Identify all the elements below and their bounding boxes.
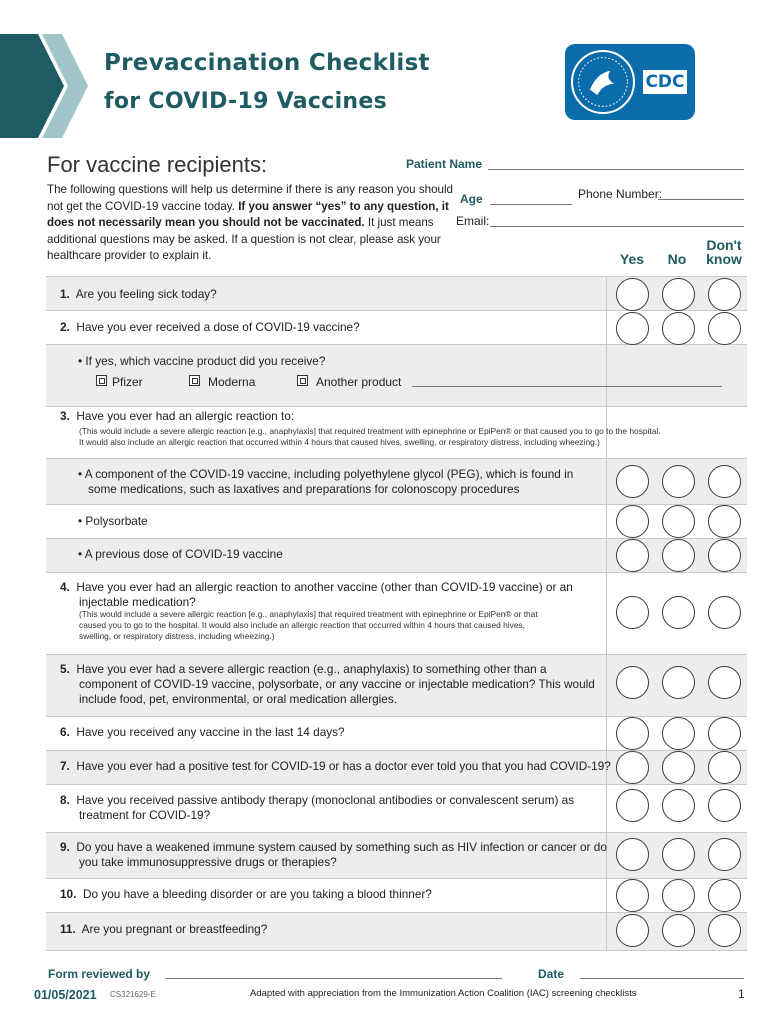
question-number: 8.: [60, 793, 70, 807]
question-text: Are you pregnant or breastfeeding?: [81, 922, 268, 936]
q3a-yes-circle[interactable]: [616, 465, 649, 498]
question-9: [60, 840, 607, 855]
email-field[interactable]: [490, 226, 744, 227]
question-3b: • Polysorbate: [78, 514, 148, 528]
q2-dont-know-circle[interactable]: [708, 312, 741, 345]
form-code: CS321629-E: [110, 990, 156, 999]
question-text: Have you ever had an allergic reaction to:: [76, 409, 295, 423]
reviewed-by-field[interactable]: [166, 978, 502, 979]
q10-dont-know-circle[interactable]: [708, 879, 741, 912]
q6-dont-know-circle[interactable]: [708, 717, 741, 750]
q9-dont-know-circle[interactable]: [708, 838, 741, 871]
question-2a: • If yes, which vaccine product did you receive?: [78, 354, 326, 368]
question-1: [60, 287, 217, 302]
q9-no-circle[interactable]: [662, 838, 695, 871]
cdc-logo-text: CDC: [643, 70, 687, 94]
question-3-note-line1: (This would include a severe allergic reaction [e.g., anaphylaxis] that required treatment with epinephrine or EpiPen® or that caused you to go to the hospital.: [79, 426, 661, 436]
question-4-note-line1: (This would include a severe allergic reaction [e.g., anaphylaxis] that required treatment with epinephrine or EpiPen® or that: [79, 609, 538, 619]
question-8-line2: treatment for COVID-19?: [79, 808, 211, 822]
q11-yes-circle[interactable]: [616, 914, 649, 947]
q5-dont-know-circle[interactable]: [708, 666, 741, 699]
patient-name-label: Patient Name: [406, 157, 483, 171]
q7-dont-know-circle[interactable]: [708, 751, 741, 784]
question-3a-line1: • A component of the COVID-19 vaccine, including polyethylene glycol (PEG), which is found in: [78, 467, 574, 481]
intro-text-2: It just means additional questions may be asked. If a question is not clear, please ask your healthcare provider to explain it.: [47, 216, 441, 263]
question-9-line2: you take immunosuppressive drugs or therapies?: [79, 855, 337, 869]
question-10: [60, 887, 432, 902]
q11-no-circle[interactable]: [662, 914, 695, 947]
q10-no-circle[interactable]: [662, 879, 695, 912]
header-chevron-graphic: [0, 34, 100, 138]
q3b-dont-know-circle[interactable]: [708, 505, 741, 538]
q6-no-circle[interactable]: [662, 717, 695, 750]
q2-no-circle[interactable]: [662, 312, 695, 345]
email-label: Email:: [456, 214, 490, 228]
phone-label: Phone Number:: [578, 187, 663, 201]
q4-yes-circle[interactable]: [616, 596, 649, 629]
q1-yes-circle[interactable]: [616, 278, 649, 311]
intro-text-bold: If you answer “yes” to any question, it does not necessarily mean you should not be vaccinated.: [47, 199, 449, 230]
question-text: Have you received any vaccine in the last 14 days?: [76, 725, 345, 739]
intro-text: [47, 182, 467, 265]
cdc-logo: [565, 44, 695, 120]
question-number: 2.: [60, 320, 70, 334]
question-11: [60, 922, 267, 937]
table-bottom-rule: [46, 950, 747, 951]
q3a-no-circle[interactable]: [662, 465, 695, 498]
moderna-label: Moderna: [208, 375, 256, 389]
question-text: Have you ever received a dose of COVID-19 vaccine?: [76, 320, 360, 334]
question-text: Have you ever had a severe allergic reaction (e.g., anaphylaxis) to something other than a: [76, 662, 547, 676]
question-text: Have you ever had an allergic reaction to another vaccine (other than COVID-19 vaccine) or an: [76, 580, 573, 594]
question-number: 5.: [60, 662, 70, 676]
date-field[interactable]: [580, 978, 744, 979]
column-dont-know-line2: know: [706, 251, 742, 267]
question-3: [60, 409, 294, 424]
q4-no-circle[interactable]: [662, 596, 695, 629]
question-number: 3.: [60, 409, 70, 423]
question-number: 6.: [60, 725, 70, 739]
question-3-note-line2: It would also include an allergic reaction that occurred within 4 hours that caused hives, swelling, or respiratory distress, including wheezing.): [79, 437, 600, 447]
question-4-line2: injectable medication?: [79, 595, 196, 609]
q7-yes-circle[interactable]: [616, 751, 649, 784]
form-title-line1: Prevaccination Checklist: [104, 50, 430, 76]
pfizer-label: Pfizer: [112, 375, 143, 389]
q3c-yes-circle[interactable]: [616, 539, 649, 572]
q4-dont-know-circle[interactable]: [708, 596, 741, 629]
question-3c: • A previous dose of COVID-19 vaccine: [78, 547, 283, 561]
question-5-line3: include food, pet, environmental, or oral medication allergies.: [79, 692, 398, 706]
q2-yes-circle[interactable]: [616, 312, 649, 345]
column-no: No: [667, 251, 687, 267]
question-5: [60, 662, 547, 677]
q7-no-circle[interactable]: [662, 751, 695, 784]
reviewed-by-label: Form reviewed by: [48, 967, 151, 981]
q1-dont-know-circle[interactable]: [708, 278, 741, 311]
another-product-checkbox[interactable]: [297, 375, 308, 386]
question-2: [60, 320, 360, 335]
q9-yes-circle[interactable]: [616, 838, 649, 871]
moderna-checkbox[interactable]: [189, 375, 200, 386]
question-text: Do you have a bleeding disorder or are you taking a blood thinner?: [82, 887, 432, 901]
question-number: 1.: [60, 287, 70, 301]
credit-text: Adapted with appreciation from the Immunization Action Coalition (IAC) screening checklists: [250, 988, 637, 999]
column-dont-know-line1: Don't: [706, 237, 742, 253]
q11-dont-know-circle[interactable]: [708, 914, 741, 947]
question-6: [60, 725, 345, 740]
question-text: Have you ever had a positive test for COVID-19 or has a doctor ever told you that you had COVID-19?: [76, 759, 611, 773]
form-title-line2: for COVID-19 Vaccines: [104, 89, 388, 114]
section-heading: For vaccine recipients:: [47, 152, 268, 177]
question-text: Are you feeling sick today?: [75, 287, 217, 301]
q10-yes-circle[interactable]: [616, 879, 649, 912]
age-field[interactable]: [490, 204, 572, 205]
question-4: [60, 580, 573, 595]
intro-text-1: The following questions will help us determine if there is any reason you should not get the COVID-19 vaccine today.: [47, 183, 454, 213]
q3b-yes-circle[interactable]: [616, 505, 649, 538]
patient-name-field[interactable]: [488, 169, 744, 170]
question-number: 7.: [60, 759, 70, 773]
age-label: Age: [460, 192, 483, 206]
question-8: [60, 793, 574, 808]
q8-dont-know-circle[interactable]: [708, 789, 741, 822]
another-product-label: Another product: [316, 375, 402, 389]
question-3a-line2: some medications, such as laxatives and preparations for colonoscopy procedures: [88, 482, 520, 496]
q8-yes-circle[interactable]: [616, 789, 649, 822]
q5-yes-circle[interactable]: [616, 666, 649, 699]
another-product-field[interactable]: [412, 386, 722, 387]
page-number: 1: [738, 987, 745, 1001]
q3b-no-circle[interactable]: [662, 505, 695, 538]
question-text: Do you have a weakened immune system caused by something such as HIV infection or cancer or do: [76, 840, 607, 854]
question-4-note-line2: caused you to go to the hospital. It would also include an allergic reaction that occurred within 4 hours that caused hives,: [79, 620, 526, 630]
column-dont-know: [700, 238, 748, 266]
q1-no-circle[interactable]: [662, 278, 695, 311]
question-number: 11.: [60, 922, 76, 936]
question-5-line2: component of COVID-19 vaccine, polysorbate, or any vaccine or injectable medication? This would: [79, 677, 595, 691]
q3c-no-circle[interactable]: [662, 539, 695, 572]
q6-yes-circle[interactable]: [616, 717, 649, 750]
question-7: [60, 759, 611, 774]
phone-field[interactable]: [658, 199, 744, 200]
form-date: 01/05/2021: [34, 988, 97, 1002]
q8-no-circle[interactable]: [662, 789, 695, 822]
question-number: 10.: [60, 887, 77, 901]
question-number: 9.: [60, 840, 70, 854]
q3a-dont-know-circle[interactable]: [708, 465, 741, 498]
question-4-note-line3: swelling, or respiratory distress, including wheezing.): [79, 631, 275, 641]
q5-no-circle[interactable]: [662, 666, 695, 699]
question-number: 4.: [60, 580, 70, 594]
hhs-seal-icon: [571, 50, 635, 114]
column-yes: Yes: [619, 251, 645, 267]
pfizer-checkbox[interactable]: [96, 375, 107, 386]
q3c-dont-know-circle[interactable]: [708, 539, 741, 572]
question-text: Have you received passive antibody therapy (monoclonal antibodies or convalescent serum) as: [76, 793, 575, 807]
date-label: Date: [538, 967, 565, 981]
